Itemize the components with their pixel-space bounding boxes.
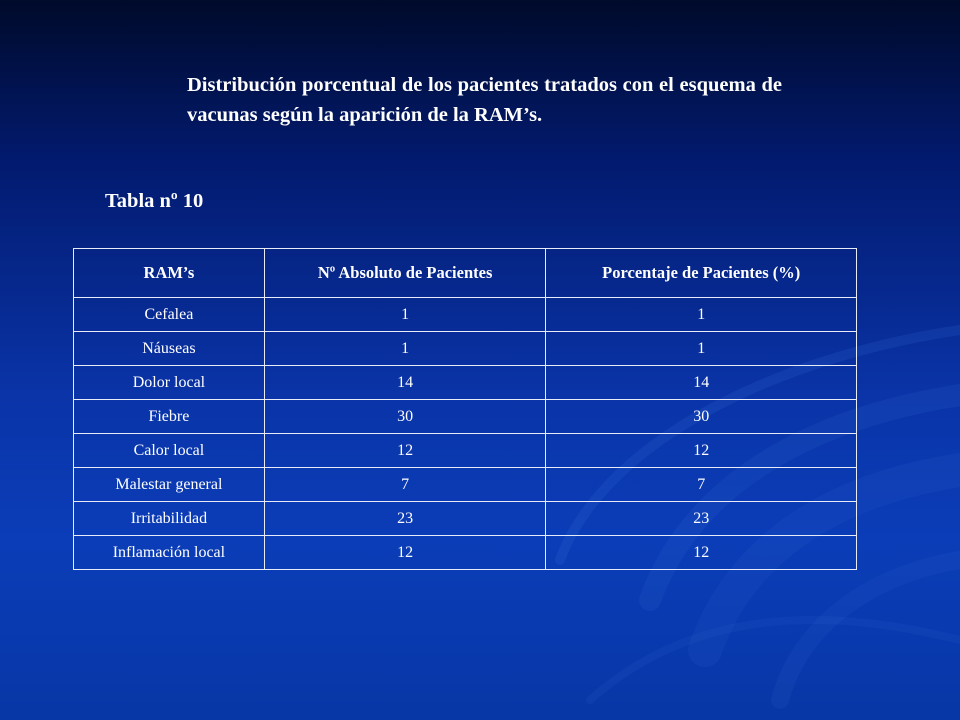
cell-percentage: 14 [546,366,857,400]
table-row [74,400,857,434]
cell-absolute-count: 7 [264,468,546,502]
table-row [74,536,857,570]
cell-absolute-count: 30 [264,400,546,434]
table-row [74,434,857,468]
cell-percentage: 12 [546,536,857,570]
cell-percentage: 1 [546,298,857,332]
cell-absolute-count: 1 [264,298,546,332]
header-percentage: Porcentaje de Pacientes (%) [546,249,857,298]
ram-distribution-table [73,248,857,570]
cell-ram: Irritabilidad [74,502,265,536]
cell-percentage: 23 [546,502,857,536]
cell-ram: Inflamación local [74,536,265,570]
cell-absolute-count: 1 [264,332,546,366]
cell-absolute-count: 14 [264,366,546,400]
table-row [74,468,857,502]
table-header-row [74,249,857,298]
cell-ram: Calor local [74,434,265,468]
cell-absolute-count: 12 [264,434,546,468]
cell-absolute-count: 23 [264,502,546,536]
cell-percentage: 12 [546,434,857,468]
cell-percentage: 1 [546,332,857,366]
cell-ram: Malestar general [74,468,265,502]
header-absolute-count: Nº Absoluto de Pacientes [264,249,546,298]
table-row [74,298,857,332]
cell-ram: Cefalea [74,298,265,332]
header-ram: RAM’s [74,249,265,298]
cell-percentage: 7 [546,468,857,502]
table-row [74,366,857,400]
cell-ram: Fiebre [74,400,265,434]
cell-ram: Náuseas [74,332,265,366]
table-caption: Tabla nº 10 [105,190,204,212]
slide-title: Distribución porcentual de los pacientes tratados con el esquema de vacunas según la aparición de la RAM’s. [187,74,782,126]
cell-ram: Dolor local [74,366,265,400]
table-row [74,502,857,536]
table-row [74,332,857,366]
cell-percentage: 30 [546,400,857,434]
cell-absolute-count: 12 [264,536,546,570]
